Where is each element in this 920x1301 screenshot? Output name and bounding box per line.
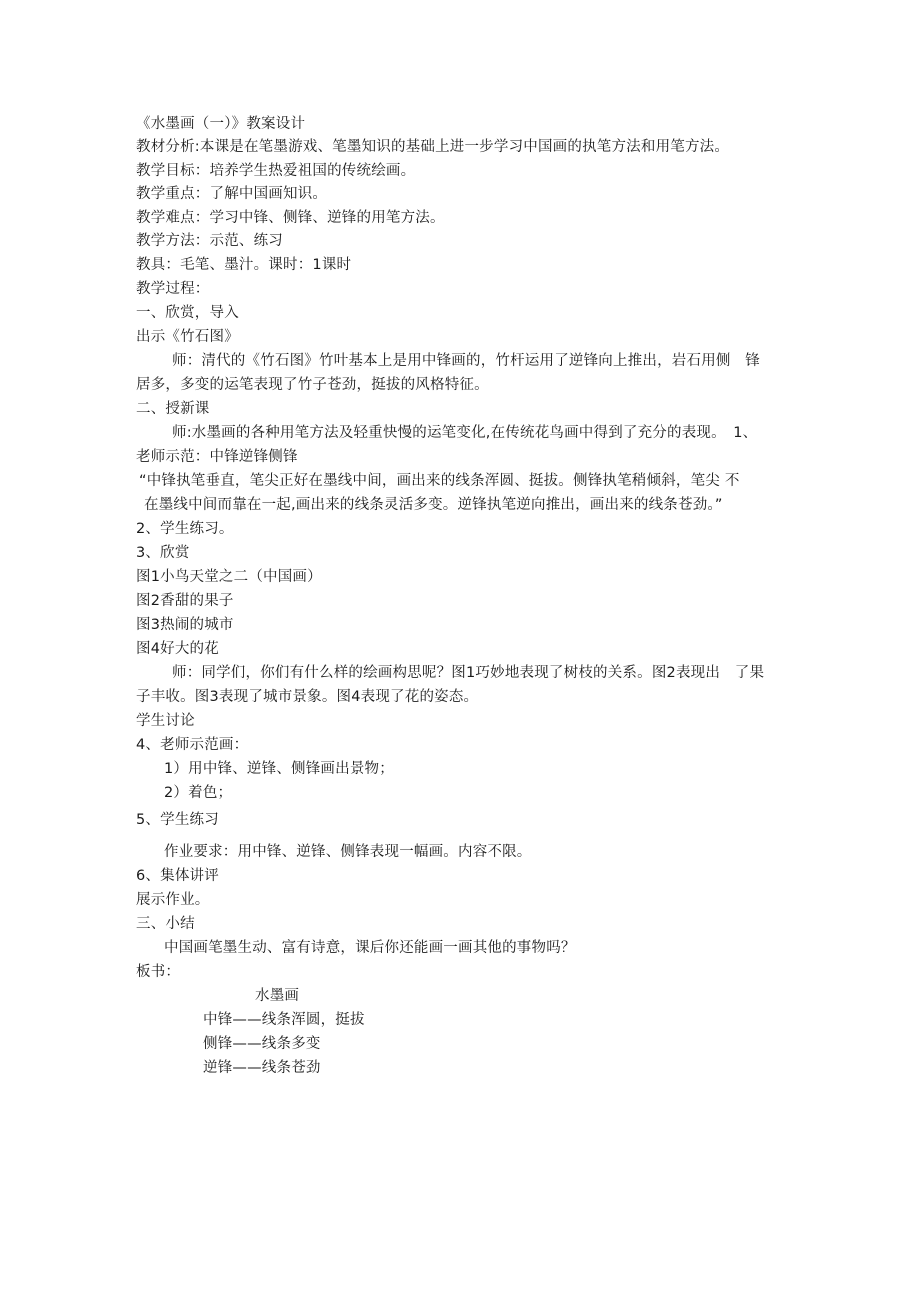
list-item: 图1小鸟天堂之二（中国画） [136, 569, 322, 585]
list-item: 图3热闹的城市 [136, 617, 234, 633]
text-line: 子丰收。图3表现了城市景象。图4表现了花的姿态。 [136, 689, 479, 705]
board-line: 逆锋——线条苍劲 [203, 1060, 321, 1076]
text-line: 4、老师示范画： [136, 737, 249, 753]
text-line: 板书： [136, 964, 181, 980]
text-line: 作业要求：用中锋、逆锋、侧锋表现一幅画。内容不限。 [164, 844, 532, 860]
text-line: 教学难点：学习中锋、侧锋、逆锋的用笔方法。 [136, 210, 445, 226]
text-line: 教学过程： [136, 281, 210, 297]
text-line: 2、学生练习。 [136, 521, 234, 537]
list-item: 图4好大的花 [136, 641, 219, 657]
text-line: “中锋执笔垂直，笔尖正好在墨线中间，画出来的线条浑圆、挺拔。侧锋执笔稍倾斜，笔尖 不 [139, 473, 740, 489]
section-heading: 三、小结 [136, 916, 195, 932]
text-line: 5、学生练习 [136, 812, 219, 828]
text-line: 老师示范：中锋逆锋侧锋 [136, 449, 298, 465]
text-line: 在墨线中间而靠在一起,画出来的线条灵活多变。逆锋执笔逆向推出，画出来的线条苍劲。” [144, 497, 723, 513]
list-item: 1）用中锋、逆锋、侧锋画出景物； [164, 761, 394, 777]
section-heading: 一、欣赏，导入 [136, 305, 239, 321]
list-item: 2）着色； [164, 785, 233, 801]
text-line: 学生讨论 [136, 713, 195, 729]
text-line: 师：同学们，你们有什么样的绘画构思呢？图1巧妙地表现了树枝的关系。图2表现出 了果 [172, 665, 765, 681]
list-item: 图2香甜的果子 [136, 593, 234, 609]
text-line: 教具：毛笔、墨汁。课时：1课时 [136, 257, 352, 273]
board-line: 中锋——线条浑圆，挺拔 [203, 1012, 365, 1028]
text-line: 出示《竹石图》 [136, 329, 239, 345]
lesson-title: 《水墨画（一）》教案设计 [136, 116, 306, 132]
board-line: 侧锋——线条多变 [203, 1036, 321, 1052]
text-line: 师:水墨画的各种用笔方法及轻重快慢的运笔变化,在传统花鸟画中得到了充分的表现。 1、 [172, 425, 758, 441]
text-line: 教学方法：示范、练习 [136, 233, 283, 249]
board-title: 水墨画 [255, 988, 300, 1004]
text-line: 教材分析:本课是在笔墨游戏、笔墨知识的基础上进一步学习中国画的执笔方法和用笔方法。 [136, 139, 730, 155]
section-heading: 二、授新课 [136, 401, 210, 417]
text-line: 中国画笔墨生动、富有诗意，课后你还能画一画其他的事物吗？ [164, 940, 576, 956]
text-line: 教学目标：培养学生热爱祖国的传统绘画。 [136, 163, 416, 179]
text-line: 教学重点：了解中国画知识。 [136, 186, 328, 202]
text-line: 3、欣赏 [136, 545, 190, 561]
text-line: 展示作业。 [136, 892, 210, 908]
text-line: 居多，多变的运笔表现了竹子苍劲，挺拔的风格特征。 [136, 377, 489, 393]
text-line: 6、集体讲评 [136, 868, 219, 884]
text-line: 师：清代的《竹石图》竹叶基本上是用中锋画的，竹杆运用了逆锋向上推出，岩石用侧 锋 [172, 353, 760, 369]
